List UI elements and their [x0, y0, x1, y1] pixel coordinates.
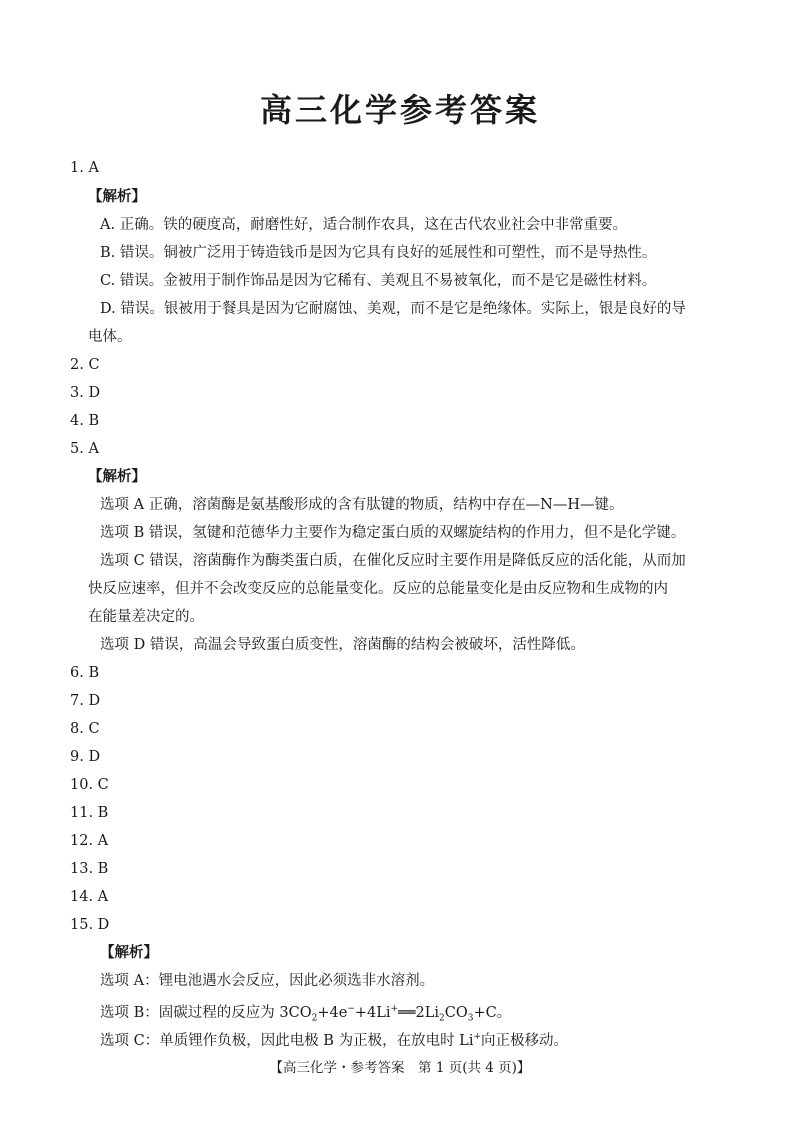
analysis-q1-b: B. 错误。铜被广泛用于铸造钱币是因为它具有良好的延展性和可塑性，而不是导热性。	[100, 245, 657, 261]
q15-c-text: 向正极移动。	[481, 1032, 568, 1049]
analysis-q5-c-line3: 在能量差决定的。	[88, 609, 204, 625]
answer-q13: 13. B	[70, 861, 109, 877]
analysis-q1-d-line2: 电体。	[88, 329, 132, 345]
q15-b-sub: 2	[311, 1013, 318, 1024]
analysis-q5-b: 选项 B 错误，氢键和范德华力主要作为稳定蛋白质的双螺旋结构的作用力，但不是化学键。	[100, 525, 686, 541]
answer-q3: 3. D	[70, 385, 101, 401]
q15-b-text: 选项 B：固碳过程的反应为 3CO	[100, 1004, 312, 1021]
q15-b-sub: 2	[439, 1013, 445, 1024]
answer-q15: 15. D	[70, 917, 110, 933]
analysis-label-q5: 【解析】	[88, 468, 146, 485]
q15-b-text: +C。	[473, 1004, 512, 1021]
answer-q12: 12. A	[70, 833, 109, 849]
analysis-q15-c	[100, 1027, 760, 1051]
answer-q7: 7. D	[70, 693, 101, 709]
q15-b-text: ══2Li	[398, 1004, 439, 1021]
answer-q14: 14. A	[70, 889, 109, 905]
q15-b-text: +4Li	[354, 1004, 391, 1021]
analysis-q5-c-line1: 选项 C 错误，溶菌酶作为酶类蛋白质，在催化反应时主要作用是降低反应的活化能，从而加	[100, 553, 686, 569]
answer-q4: 4. B	[70, 413, 100, 429]
page-title: 高三化学参考答案	[259, 91, 540, 129]
analysis-q15-a: 选项 A：锂电池遇水会反应，因此必须选非水溶剂。	[100, 973, 435, 989]
q15-b-sup: +	[390, 1004, 399, 1014]
answer-q2: 2. C	[70, 357, 100, 373]
q15-c-text: 选项 C：单质锂作负极，因此电极 B 为正极，在放电时 Li	[100, 1032, 474, 1049]
analysis-q1-c: C. 错误。金被用于制作饰品是因为它稀有、美观且不易被氧化，而不是它是磁性材料。	[100, 273, 657, 289]
analysis-q1-a: A. 正确。铁的硬度高，耐磨性好，适合制作农具，这在古代农业社会中非常重要。	[100, 217, 628, 233]
analysis-q15-b	[100, 999, 760, 1029]
q15-b-sup: −	[347, 1004, 355, 1014]
q15-b-sub: 3	[467, 1013, 474, 1024]
analysis-q5-d: 选项 D 错误，高温会导致蛋白质变性，溶菌酶的结构会被破坏，活性降低。	[100, 637, 585, 653]
analysis-label-q1: 【解析】	[88, 188, 146, 205]
analysis-label-q15: 【解析】	[100, 944, 158, 961]
page-footer: 【高三化学・参考答案 第 1 页(共 4 页)】	[269, 1060, 531, 1076]
q15-b-text: CO	[444, 1004, 468, 1021]
answer-q9: 9. D	[70, 749, 101, 765]
answer-q1: 1. A	[70, 160, 99, 176]
q15-b-text: +4e	[317, 1004, 348, 1021]
answer-q8: 8. C	[70, 721, 100, 737]
q15-c-sup: +	[473, 1032, 481, 1042]
answer-q6: 6. B	[70, 665, 100, 681]
answer-q5: 5. A	[70, 441, 99, 457]
answer-q11: 11. B	[70, 805, 109, 821]
analysis-q5-c-line2: 快反应速率，但并不会改变反应的总能量变化。反应的总能量变化是由反应物和生成物的内	[88, 581, 668, 597]
answer-q10: 10. C	[70, 777, 109, 793]
analysis-q5-a: 选项 A 正确，溶菌酶是氨基酸形成的含有肽键的物质，结构中存在—N—H—键。	[100, 497, 624, 513]
analysis-q1-d-line1: D. 错误。银被用于餐具是因为它耐腐蚀、美观，而不是它是绝缘体。实际上，银是良好的导	[100, 301, 686, 317]
